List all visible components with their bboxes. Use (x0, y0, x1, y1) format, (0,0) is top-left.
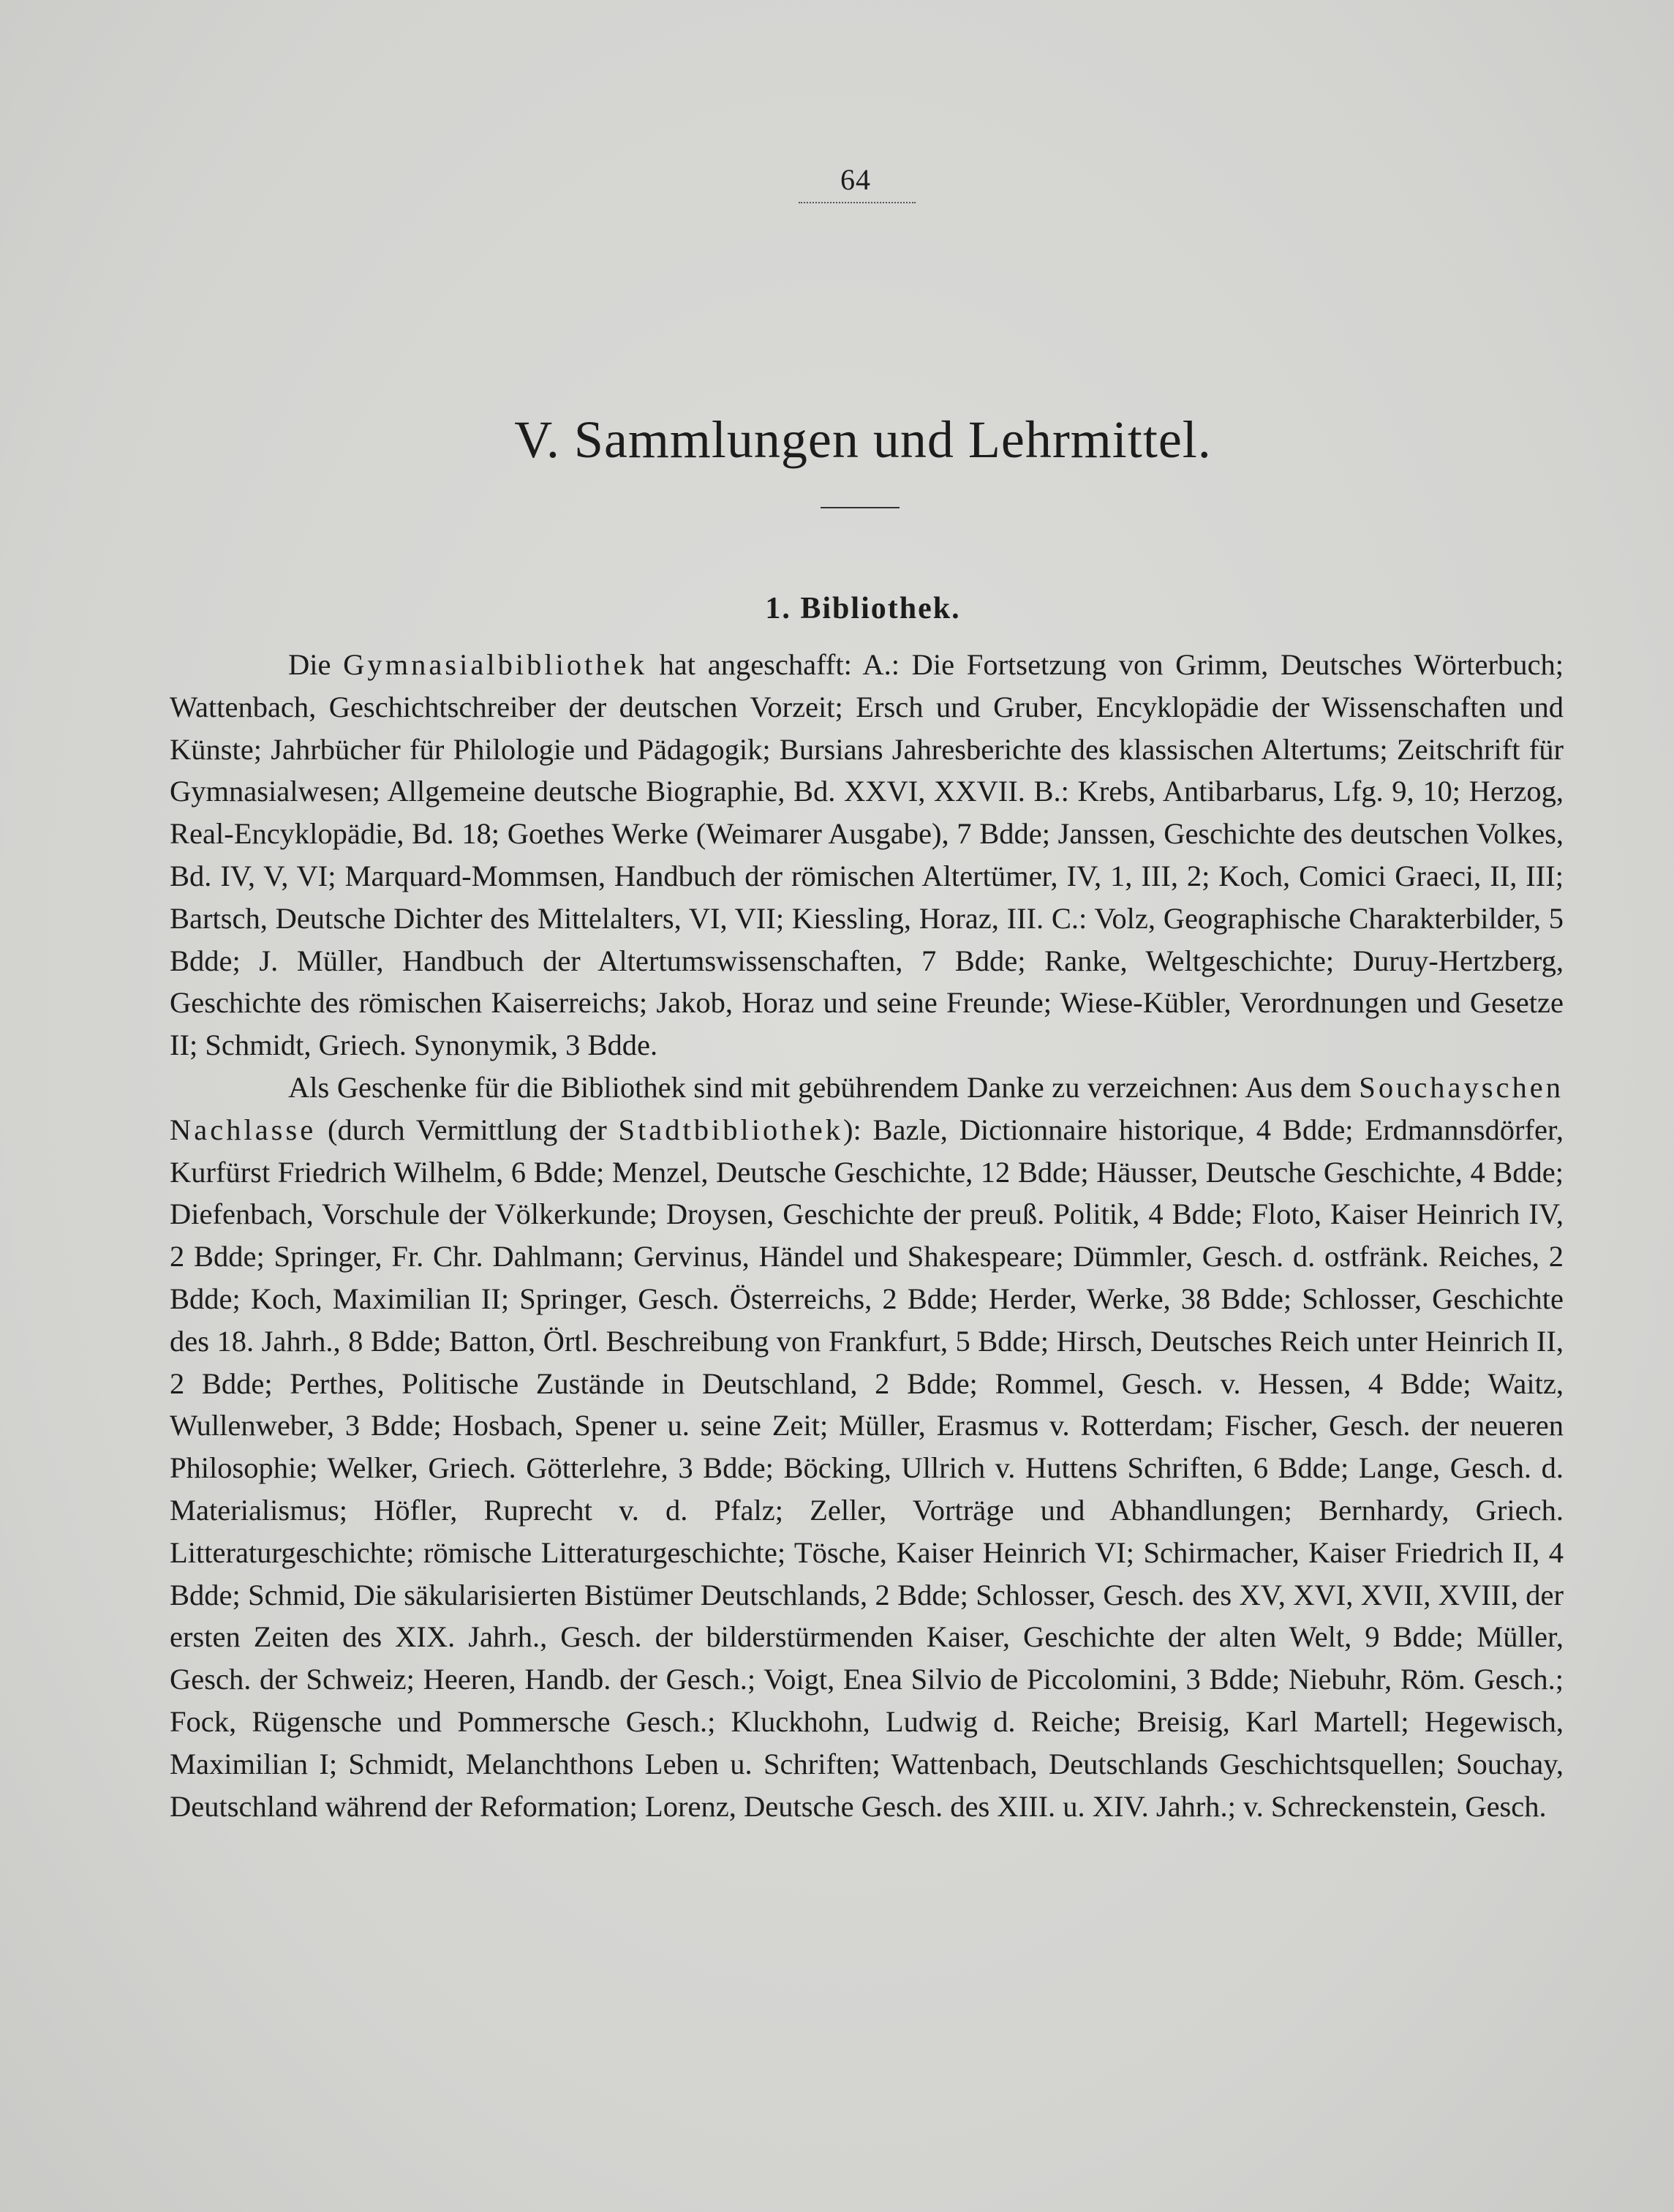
page-number: 64 (840, 163, 871, 196)
paragraph-donations (170, 1066, 1564, 1827)
emphasis-gymnasialbibliothek: Gymnasialbibliothek (343, 648, 647, 681)
paragraph2-body: ): Bazle, Dictionnaire historique, 4 Bdde; Erdmannsdörfer, Kurfürst Friedrich Wilhelm, 6 Bdde; Menzel, Deutsche Geschichte, 12 Bdde; Häusser, Deutsche Geschichte, 4 Bdde; Diefenbach, Vorschule der Völkerkunde; Droysen, Geschichte der preuß. Politik, 4 Bdde; Floto, Kaiser Heinrich IV, 2 Bdde; Springer, Fr. Chr. Dahlmann; Gervinus, Händel und Shakespeare; Dümmler, Gesch. d. ostfränk. Reiches, 2 Bdde; Koch, Maximilian II; Springer, Gesch. Österreichs, 2 Bdde; Herder, Werke, 38 Bdde; Schlosser, Geschichte des 18. Jahrh., 8 Bdde; Batton, Örtl. Beschreibung von Frankfurt, 5 Bdde; Hirsch, Deutsches Reich unter Heinrich II, 2 Bdde; Perthes, Politische Zustände in Deutschland, 2 Bdde; Rommel, Gesch. v. Hessen, 4 Bdde; Waitz, Wullenweber, 3 Bdde; Hosbach, Spener u. seine Zeit; Müller, Erasmus v. Rotterdam; Fischer, Gesch. der neueren Philosophie; Welker, Griech. Götterlehre, 3 Bdde; Böcking, Ullrich v. Huttens Schriften, 6 Bdde; Lange, Gesch. d. Materialismus; Höfler, Ruprecht v. d. Pfalz; Zeller, Vorträge und Abhandlungen; Bernhardy, Griech. Litteraturgeschichte; römische Litteraturgeschichte; Tösche, Kaiser Heinrich VI; Schirmacher, Kaiser Friedrich II, 4 Bdde; Schmid, Die säkularisierten Bistümer Deutschlands, 2 Bdde; Schlosser, Gesch. des XV, XVI, XVII, XVIII, der ersten Zeiten des XIX. Jahrh., Gesch. der bilderstürmenden Kaiser, Geschichte der alten Welt, 9 Bdde; Müller, Gesch. der Schweiz; Heeren, Handb. der Gesch.; Voigt, Enea Silvio de Piccolomini, 3 Bdde; Niebuhr, Röm. Gesch.; Fock, Rügensche und Pommersche Gesch.; Kluckhohn, Ludwig d. Reiche; Breisig, Karl Martell; Hegewisch, Maximilian I; Schmidt, Melanchthons Leben u. Schriften; Wattenbach, Deutschlands Geschichtsquellen; Souchay, Deutschland während der Reformation; Lorenz, Deutsche Gesch. des XIII. u. XIV. Jahrh.; v. Schreckenstein, Gesch. (170, 1113, 1564, 1823)
body-text (170, 644, 1564, 1827)
section-heading: 1. Bibliothek. (765, 592, 961, 625)
paragraph1-intro: Die (288, 648, 344, 681)
paragraph-acquisitions (170, 644, 1564, 1066)
chapter-title: V. Sammlungen und Lehrmittel. (514, 410, 1212, 469)
paragraph2-intro: Als Geschenke für die Bibliothek sind mit gebührendem Danke zu verzeichnen: Aus dem (288, 1070, 1360, 1104)
emphasis-souchay-nachlass: Souchayschen Nachlasse (170, 1070, 1564, 1146)
title-rule (821, 507, 900, 508)
page-number-ornament (799, 202, 916, 209)
emphasis-stadtbibliothek: Stadtbibliothek (618, 1113, 844, 1146)
paragraph1-body: hat angeschafft: A.: Die Fortsetzung von Grimm, Deutsches Wörterbuch; Wattenbach, Geschichtschreiber der deutschen Vorzeit; Ersch und Gruber, Encyklopädie der Wissenschaften und Künste; Jahrbücher für Philologie und Pädagogik; Bursians Jahresberichte des klassischen Altertums; Zeitschrift für Gymnasialwesen; Allgemeine deutsche Biographie, Bd. XXVI, XXVII. B.: Krebs, Antibarbarus, Lfg. 9, 10; Herzog, Real-Encyklopädie, Bd. 18; Goethes Werke (Weimarer Ausgabe), 7 Bdde; Janssen, Geschichte des deutschen Volkes, Bd. IV, V, VI; Marquard-Mommsen, Handbuch der römischen Altertümer, IV, 1, III, 2; Koch, Comici Graeci, II, III; Bartsch, Deutsche Dichter des Mittelalters, VI, VII; Kiessling, Horaz, III. C.: Volz, Geographische Charakterbilder, 5 Bdde; J. Müller, Handbuch der Altertumswissenschaften, 7 Bdde; Ranke, Weltgeschichte; Duruy-Hertzberg, Geschichte des römischen Kaiserreichs; Jakob, Horaz und seine Freunde; Wiese-Kübler, Verordnungen und Gesetze II; Schmidt, Griech. Synonymik, 3 Bdde. (170, 648, 1564, 1062)
paragraph2-connector: (durch Vermittlung der (316, 1113, 619, 1146)
